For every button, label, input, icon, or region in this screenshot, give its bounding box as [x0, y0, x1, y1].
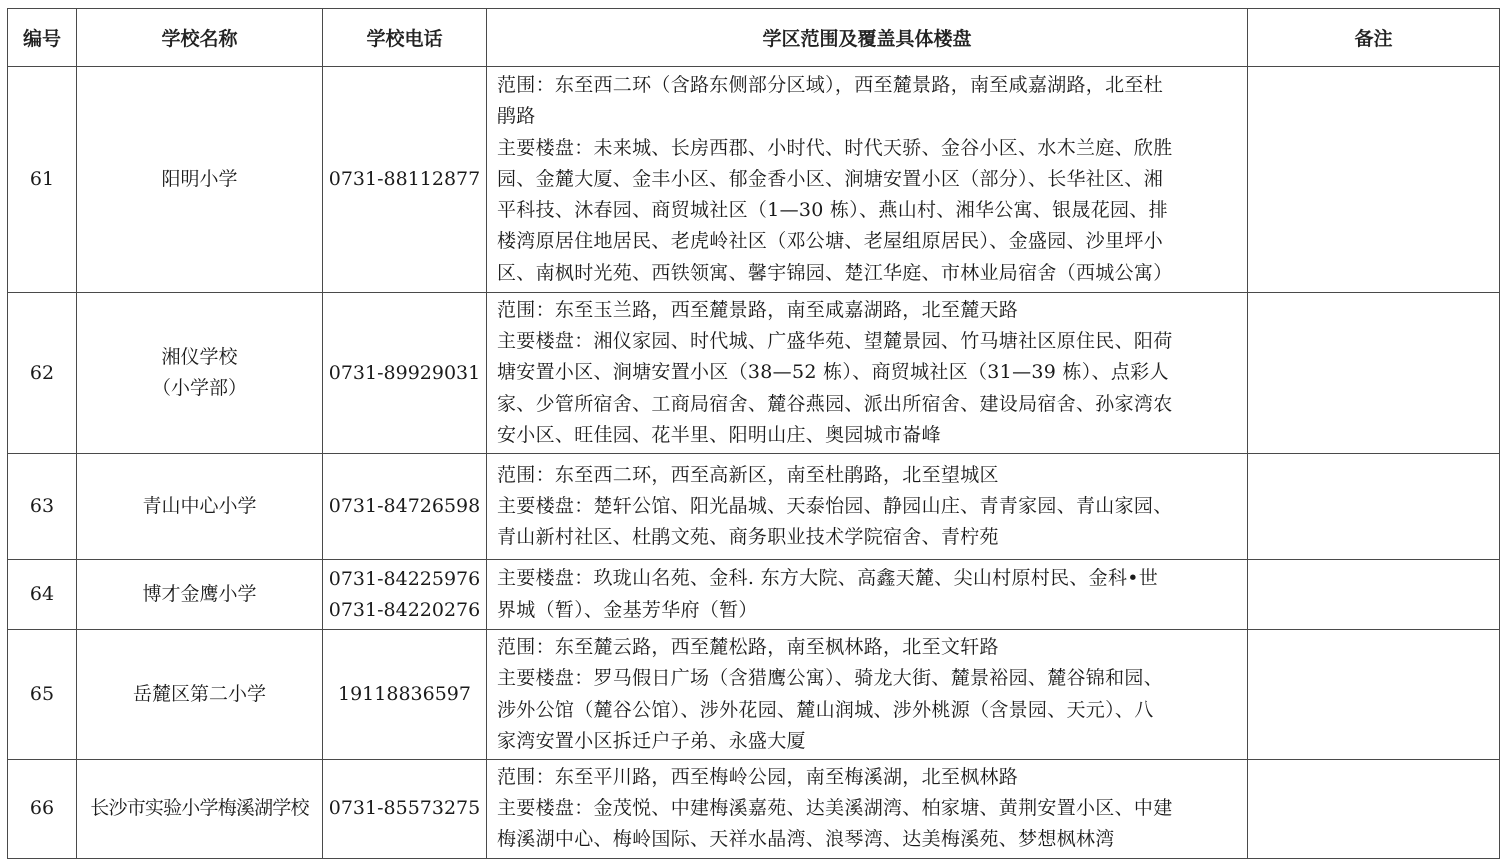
row-number: 61 [8, 67, 77, 293]
school-district-table [7, 8, 1500, 859]
scope-line: 楼湾原居住地居民、老虎岭社区（邓公塘、老屋组原居民）、金盛园、沙里坪小 [497, 230, 1164, 253]
school-name-line: （小学部） [151, 377, 247, 399]
scope-line: 区、南枫时光苑、西铁领寓、馨宇锦园、楚江华庭、市林业局宿舍（西城公寓） [497, 261, 1173, 284]
scope-line: 青山新村社区、杜鹃文苑、商务职业技术学院宿舍、青柠苑 [497, 526, 999, 549]
table-row [8, 560, 1500, 630]
school-name [77, 67, 323, 293]
scope-line: 主要楼盘：未来城、长房西郡、小时代、时代天骄、金谷小区、水木兰庭、欣胜 [497, 136, 1173, 159]
remark [1248, 630, 1500, 760]
phone-number: 0731-85573275 [328, 797, 481, 820]
header-school-name: 学校名称 [77, 9, 323, 67]
school-phone [323, 760, 487, 859]
phone-number: 0731-84225976 [328, 567, 481, 590]
table-row [8, 293, 1500, 454]
scope-line: 涉外公馆（麓谷公馆）、涉外花园、麓山润城、涉外桃源（含景园、天元）、八 [497, 698, 1154, 721]
district-scope [487, 67, 1248, 293]
header-district-scope: 学区范围及覆盖具体楼盘 [487, 9, 1248, 67]
table-row [8, 760, 1500, 859]
phone-number: 0731-89929031 [328, 361, 481, 384]
district-scope [487, 630, 1248, 760]
school-name-line: 岳麓区第二小学 [132, 683, 266, 706]
table-row [8, 67, 1500, 293]
district-scope [487, 560, 1248, 630]
school-name [77, 454, 323, 560]
scope-line: 范围：东至平川路，西至梅岭公园，南至梅溪湖，北至枫林路 [497, 766, 1019, 789]
table-row [8, 454, 1500, 560]
row-number: 63 [8, 454, 77, 560]
phone-number: 0731-84726598 [328, 495, 481, 518]
remark [1248, 293, 1500, 454]
scope-line: 塘安置小区、涧塘安置小区（38—52 栋）、商贸城社区（31—39 栋）、点彩人 [497, 361, 1169, 384]
school-phone [323, 67, 487, 293]
school-phone [323, 454, 487, 560]
school-phone [323, 560, 487, 630]
scope-line: 范围：东至西二环，西至高新区，南至杜鹃路，北至望城区 [497, 463, 999, 486]
school-name-line: 博才金鹰小学 [142, 583, 257, 606]
header-number: 编号 [8, 9, 77, 67]
phone-number: 0731-88112877 [328, 168, 481, 190]
school-name [77, 560, 323, 630]
school-name-line: 长沙市实验小学梅溪湖学校 [90, 797, 309, 820]
scope-line: 家湾安置小区拆迁户子弟、永盛大厦 [497, 729, 806, 752]
phone-number: 0731-84220276 [328, 598, 481, 621]
scope-line: 安小区、旺佳园、花半里、阳明山庄、奥园城市崙峰 [497, 423, 941, 446]
scope-line: 主要楼盘：湘仪家园、时代城、广盛华苑、望麓景园、竹马塘社区原住民、阳荷 [497, 330, 1173, 353]
scope-line: 界城（暂）、金基芳华府（暂） [497, 598, 758, 621]
row-number: 64 [8, 560, 77, 630]
school-phone [323, 293, 487, 454]
school-name-line: 阳明小学 [161, 168, 238, 190]
scope-line: 主要楼盘：金茂悦、中建梅溪嘉苑、达美溪湖湾、柏家塘、黄荆安置小区、中建 [497, 797, 1173, 820]
header-row [8, 9, 1500, 67]
scope-line: 主要楼盘：玖珑山名苑、金科. 东方大院、高鑫天麓、尖山村原村民、金科•世 [497, 567, 1159, 590]
scope-line: 平科技、沐春园、商贸城社区（1—30 栋）、燕山村、湘华公寓、银晟花园、排 [497, 199, 1168, 222]
scope-line: 范围：东至西二环（含路东侧部分区域），西至麓景路，南至咸嘉湖路，北至杜 [497, 74, 1164, 97]
scope-line: 范围：东至玉兰路，西至麓景路，南至咸嘉湖路，北至麓天路 [497, 299, 1019, 321]
scope-line: 家、少管所宿舍、工商局宿舍、麓谷燕园、派出所宿舍、建设局宿舍、孙家湾农 [497, 392, 1173, 415]
district-scope [487, 760, 1248, 859]
scope-line: 主要楼盘：楚轩公馆、阳光晶城、天泰怡园、静园山庄、青青家园、青山家园、 [497, 494, 1173, 517]
remark [1248, 560, 1500, 630]
remark [1248, 454, 1500, 560]
table-row [8, 630, 1500, 760]
scope-line: 园、金麓大厦、金丰小区、郁金香小区、涧塘安置小区（部分）、长华社区、湘 [497, 167, 1164, 190]
school-name-line: 青山中心小学 [142, 495, 257, 518]
row-number: 65 [8, 630, 77, 760]
scope-line: 主要楼盘：罗马假日广场（含猎鹰公寓）、骑龙大街、麓景裕园、麓谷锦和园、 [497, 667, 1164, 690]
remark [1248, 760, 1500, 859]
school-name [77, 293, 323, 454]
scope-line: 鹃路 [497, 105, 536, 128]
scope-line: 范围：东至麓云路，西至麓松路，南至枫林路，北至文轩路 [497, 636, 999, 659]
header-remark: 备注 [1248, 9, 1500, 67]
school-name [77, 760, 323, 859]
header-school-phone: 学校电话 [323, 9, 487, 67]
school-name [77, 630, 323, 760]
phone-number: 19118836597 [338, 683, 471, 706]
district-scope [487, 454, 1248, 560]
school-name-line: 湘仪学校 [161, 346, 238, 368]
remark [1248, 67, 1500, 293]
scope-line: 梅溪湖中心、梅岭国际、天祥水晶湾、浪琴湾、达美梅溪苑、梦想枫林湾 [497, 828, 1115, 851]
row-number: 62 [8, 293, 77, 454]
district-scope [487, 293, 1248, 454]
row-number: 66 [8, 760, 77, 859]
school-phone [323, 630, 487, 760]
